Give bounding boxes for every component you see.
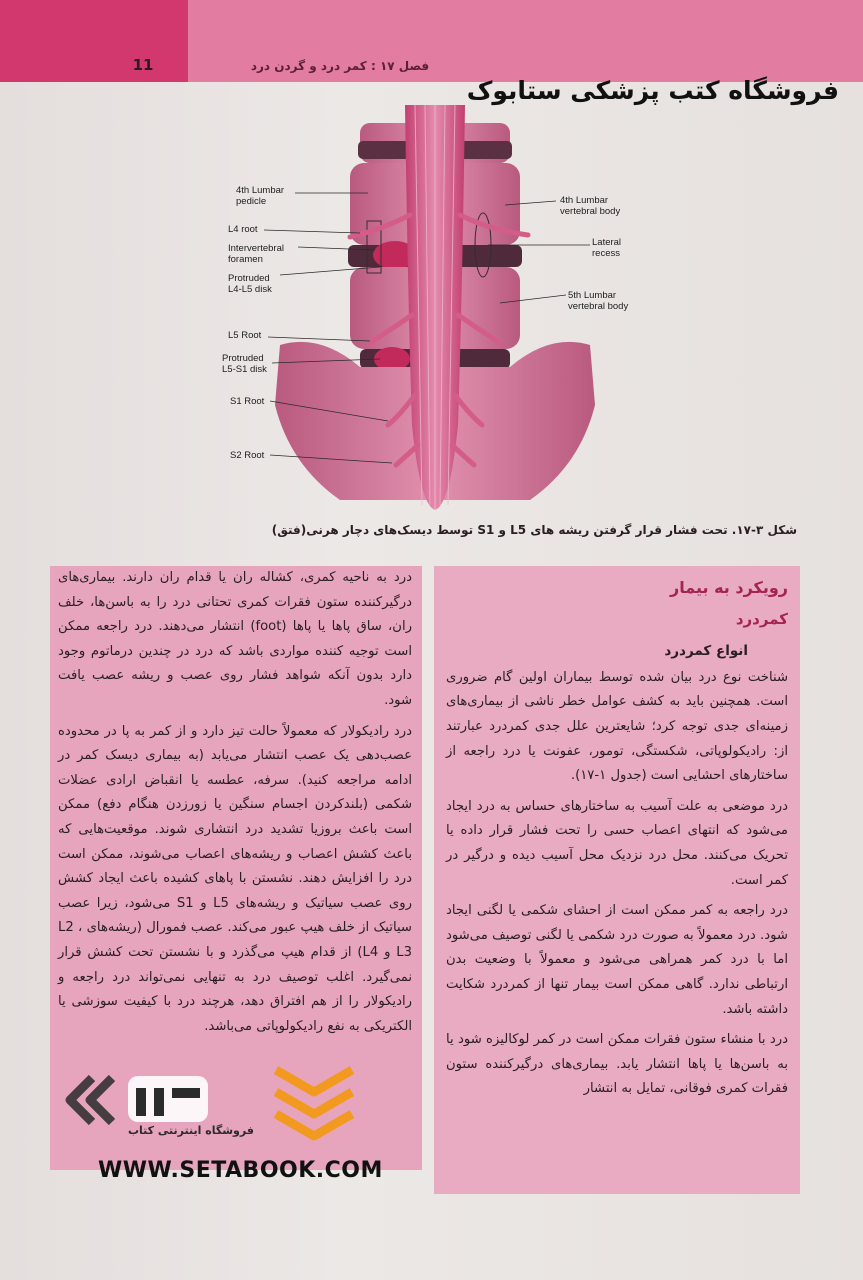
label-s1-root: S1 Root xyxy=(230,396,265,407)
right-text-column xyxy=(434,566,800,1194)
label-protruded-l4l5: Protruded L4-L5 disk xyxy=(228,273,272,295)
page-number: 11 xyxy=(132,56,154,74)
paragraph: درد با منشاء ستون فقرات ممکن است در کمر لوکالیزه شود یا به باسن‌ها یا پاها انتشار یابد. بیماری‌های درگیرکننده ستون فقرات کمری فوقانی، تمایل به انتشار xyxy=(446,1032,788,1097)
label-4th-lumbar-body: 4th Lumbar vertebral body xyxy=(560,195,621,217)
paragraph: درد موضعی به علت آسیب به ساختارهای حساس به درد ایجاد می‌شود که انتهای اعصاب حسی را تحت فشار قرار داده یا تحریک می‌کنند. محل درد نزدیک محل آسیب دیده و درگیر در کمر است. xyxy=(446,798,788,888)
label-l5-root: L5 Root xyxy=(228,330,262,341)
label-4th-lumbar-pedicle: 4th Lumbar pedicle xyxy=(236,185,285,207)
paragraph: درد رادیکولار که معمولاً حالت تیز دارد و از کمر به پا در محدوده عصب‌دهی یک عصب انتشار می‌یابد (به بیماری دیسک کمر در ادامه مراجعه کنید). سرفه، عطسه یا انقباض ارادی عضلات شکمی (بلندکردن اجسام سنگین یا زورزدن هنگام دفع) ممکن است باعث بروزیا تشدید درد انتشاری شوند. موقعیت‌هایی که باعث کشش اعصاب و ریشه‌های اعصاب می‌شوند، ممکن است درد را افزایش دهند. نشستن با پاهای کشیده باعث ایجاد کشش روی عصب سیاتیک و ریشه‌های L5 و S1 می‌شود، زیرا عصب سیاتیک از خلف هیپ عبور می‌کند. عصب فمورال (ریشه‌های L2 ، L3 و L4) از قدام هیپ می‌گذرد و با نشستن تحت کشش قرار نمی‌گیرد. اغلب توصیف درد به تنهایی نمی‌تواند درد راجعه و رادیکولار را از هم افتراق دهد، هرچند درد با کیفیت سوزشی یا الکتریکی به نفع رادیکولوپاتی می‌باشد. xyxy=(58,723,412,1034)
spine-figure xyxy=(200,105,670,515)
label-protruded-l5s1: Protruded L5-S1 disk xyxy=(222,353,267,375)
paragraph: درد به ناحیه کمری، کشاله ران یا قدام ران دارند. بیماری‌های درگیرکننده ستون فقرات کمری تحتانی درد را به باسن‌ها، خلف ران، ساق پاها یا پاها (foot) انتشار می‌دهند. درد راجعه ممکن است توجیه کننده مواردی باشد که درد در چندین درماتوم وجود دارد بدون آنکه شواهد فشار روی عصب و ریشه عصب یافت شود. xyxy=(58,570,412,708)
label-s2-root: S2 Root xyxy=(230,450,265,461)
heading-types-of-back-pain: انواع کمردرد xyxy=(664,643,748,660)
heading-back-pain: کمردرد xyxy=(735,609,788,628)
paragraph: شناخت نوع درد بیان شده توسط بیماران اولین گام ضروری است. همچنین باید به کشف عوامل خطر ناشی از بیماری‌های زمینه‌ای جدی توجه کرد؛ شایعترین علل جدی کمردرد عبارتند از: رادیکولوپاتی، شکستگی، تومور، عفونت یا درد راجعه از ساختارهای احشایی است (جدول ۱-۱۷). xyxy=(446,669,788,784)
setabook-watermark-logo xyxy=(62,1058,362,1150)
label-l4-root: L4 root xyxy=(228,224,258,235)
watermark-logo-text: فروشگاه اینترنتی کتاب xyxy=(128,1124,254,1137)
label-5th-lumbar-body: 5th Lumbar vertebral body xyxy=(568,290,629,312)
header-band-dark xyxy=(0,0,188,82)
paragraph: درد راجعه به کمر ممکن است از احشای شکمی یا لگنی ایجاد شود. درد معمولاً به صورت درد شکمی یا لگنی توصیف می‌شود اما با درد کمر همراهی می‌شود و معمولاً با وضعیت بدن ارتباطی ندارد. گاهی ممکن است بیمار تنها از کمردرد شکایت داشته باشد. xyxy=(446,903,788,1017)
label-intervertebral-foramen: Intervertebral foramen xyxy=(228,243,284,265)
label-lateral-recess: Lateral recess xyxy=(592,237,622,259)
heading-patient-approach: رویکرد به بیمار xyxy=(670,578,788,597)
store-title: فروشگاه کتب پزشکی ستابوک xyxy=(466,76,839,105)
figure-caption: شکل ۳-۱۷. تحت فشار قرار گرفتن ریشه های L5 و S1 توسط دیسک‌های دچار هرنی(فتق) xyxy=(271,523,797,537)
chapter-title: فصل ۱۷ : کمر درد و گردن درد xyxy=(250,59,430,73)
setabook-url: WWW.SETABOOK.COM xyxy=(98,1158,383,1183)
